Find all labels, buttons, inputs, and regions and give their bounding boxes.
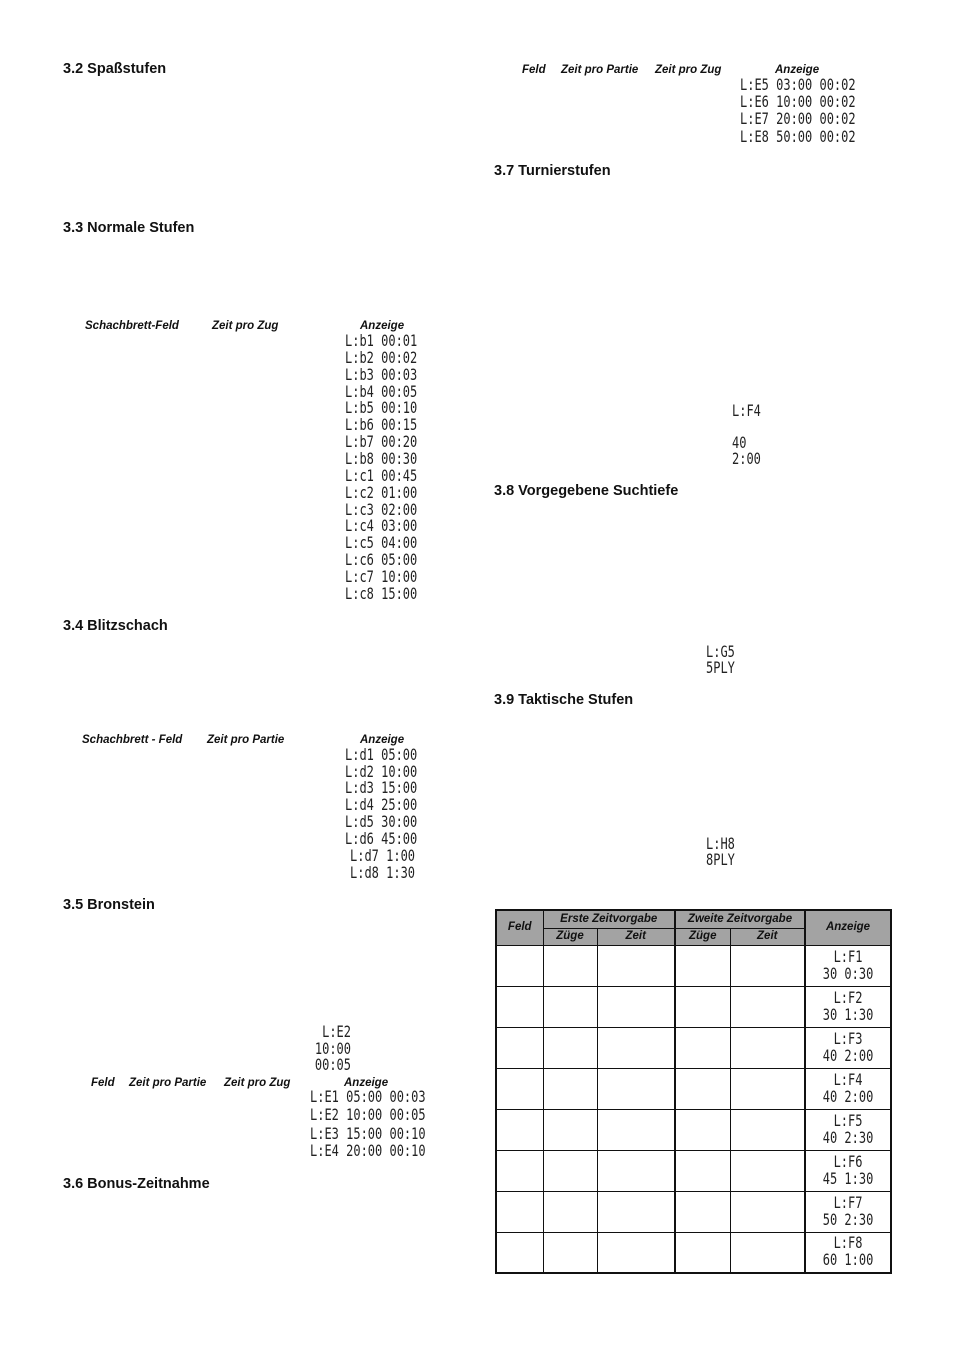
display-b1: L:b1 00:01 [345,331,418,351]
table-cell [496,1027,543,1068]
display-level: L:F5 [833,1111,863,1130]
table-cell [597,945,675,986]
table-cell [543,1068,597,1109]
table-header-zweite-zeitvorgabe: Zweite Zeitvorgabe [675,910,805,928]
col-header-zeit-pro-zug: Zeit pro Zug [224,1077,291,1089]
display-example-game-time: 10:00 [314,1039,351,1059]
display-c7: L:c7 10:00 [345,567,418,587]
display-c1: L:c1 00:45 [345,466,418,486]
table-cell [543,986,597,1027]
display-level: L:F7 [833,1193,863,1212]
heading-bronstein: 3.5 Bronstein [63,897,155,913]
heading-blitzschach: 3.4 Blitzschach [63,618,168,634]
display-d5: L:d5 30:00 [345,812,418,832]
tournament-levels-table [495,909,892,1274]
table-cell [543,1191,597,1232]
table-row [496,1191,891,1232]
table-cell [496,1232,543,1273]
display-example-time: 2:00 [732,449,761,469]
heading-vorgegebene-suchtiefe: 3.8 Vorgegebene Suchtiefe [494,483,679,499]
heading-turnierstufen: 3.7 Turnierstufen [494,163,611,179]
table-cell [730,1232,805,1273]
display-level: L:F1 [833,947,863,966]
display-c2: L:c2 01:00 [345,483,418,503]
table-cell [543,1027,597,1068]
table-row [496,1150,891,1191]
table-cell [597,1027,675,1068]
table-cell-anzeige [805,1191,891,1232]
table-row [496,1232,891,1273]
table-cell [597,1150,675,1191]
table-cell [496,1109,543,1150]
display-e2: L:E2 10:00 00:05 [310,1105,426,1125]
display-example-move-time: 00:05 [314,1055,351,1075]
table-cell [730,1068,805,1109]
table-header-erste-zeitvorgabe: Erste Zeitvorgabe [543,910,675,928]
display-c6: L:c6 05:00 [345,550,418,570]
display-b3: L:b3 00:03 [345,365,418,385]
table-header-feld: Feld [496,910,543,945]
display-moves-time: 50 2:30 [822,1210,874,1229]
display-e3: L:E3 15:00 00:10 [310,1124,426,1144]
table-cell-anzeige [805,986,891,1027]
display-e6: L:E6 10:00 00:02 [740,92,856,112]
table-cell [730,986,805,1027]
display-b8: L:b8 00:30 [345,449,418,469]
table-cell-anzeige [805,1027,891,1068]
col-header-feld: Feld [522,64,546,76]
col-header-zeit-pro-partie: Zeit pro Partie [129,1077,207,1089]
table-header-zuege-2: Züge [675,928,730,945]
table-cell [730,1027,805,1068]
display-c5: L:c5 04:00 [345,533,418,553]
display-d6: L:d6 45:00 [345,829,418,849]
display-b6: L:b6 00:15 [345,415,418,435]
table-cell [730,1109,805,1150]
table-header-anzeige: Anzeige [805,910,891,945]
col-header-schachbrett-feld: Schachbrett-Feld [85,320,179,332]
display-example-moves: 40 [732,433,747,453]
table-cell [675,1150,730,1191]
col-header-anzeige: Anzeige [360,320,405,332]
heading-normale-stufen: 3.3 Normale Stufen [63,220,195,236]
display-e8: L:E8 50:00 00:02 [740,127,856,147]
col-header-anzeige: Anzeige [360,734,405,746]
table-cell [496,945,543,986]
display-e7: L:E7 20:00 00:02 [740,109,856,129]
col-header-zeit-pro-zug: Zeit pro Zug [655,64,722,76]
table-row [496,1068,891,1109]
table-cell [597,1068,675,1109]
table-header-zeit-1: Zeit [597,928,675,945]
table-cell-anzeige [805,945,891,986]
table-row [496,986,891,1027]
table-cell [675,1068,730,1109]
display-c3: L:c3 02:00 [345,500,418,520]
display-level: L:F3 [833,1029,863,1048]
table-header-zuege-1: Züge [543,928,597,945]
display-example-level: L:F4 [732,401,761,421]
display-e1: L:E1 05:00 00:03 [310,1087,426,1107]
display-e4: L:E4 20:00 00:10 [310,1141,426,1161]
table-cell [543,1109,597,1150]
table-cell-anzeige [805,1150,891,1191]
heading-spassstufen: 3.2 Spaßstufen [63,61,167,77]
display-moves-time: 40 2:30 [822,1128,874,1147]
display-example-level: L:G5 [706,642,735,662]
table-cell-anzeige [805,1109,891,1150]
display-example-level: L:H8 [706,834,735,854]
table-cell [675,945,730,986]
display-b7: L:b7 00:20 [345,432,418,452]
table-row [496,1027,891,1068]
table-cell [675,986,730,1027]
display-b2: L:b2 00:02 [345,348,418,368]
display-level: L:F6 [833,1152,863,1171]
table-cell [675,1027,730,1068]
table-cell [675,1232,730,1273]
display-c8: L:c8 15:00 [345,584,418,604]
display-d7: L:d7 1:00 [350,846,416,866]
display-d1: L:d1 05:00 [345,745,418,765]
col-header-anzeige: Anzeige [775,64,820,76]
table-cell-anzeige [805,1068,891,1109]
display-d4: L:d4 25:00 [345,795,418,815]
col-header-zeit-pro-partie: Zeit pro Partie [207,734,285,746]
display-moves-time: 45 1:30 [822,1169,874,1188]
display-moves-time: 40 2:00 [822,1087,874,1106]
col-header-anzeige: Anzeige [344,1077,389,1089]
table-cell [496,1191,543,1232]
display-level: L:F2 [833,988,863,1007]
display-example-ply: 8PLY [706,850,735,870]
display-moves-time: 30 1:30 [822,1005,874,1024]
display-d8: L:d8 1:30 [350,863,416,883]
table-cell [597,986,675,1027]
display-e5: L:E5 03:00 00:02 [740,75,856,95]
display-c4: L:c4 03:00 [345,516,418,536]
display-b5: L:b5 00:10 [345,398,418,418]
display-example-ply: 5PLY [706,658,735,678]
display-b4: L:b4 00:05 [345,382,418,402]
col-header-zeit-pro-partie: Zeit pro Partie [561,64,639,76]
display-level: L:F8 [833,1234,863,1253]
table-cell [730,945,805,986]
table-cell [543,945,597,986]
table-cell-anzeige [805,1232,891,1273]
display-level: L:F4 [833,1070,863,1089]
table-cell [496,986,543,1027]
table-row [496,945,891,986]
display-d2: L:d2 10:00 [345,762,418,782]
display-moves-time: 30 0:30 [822,964,874,983]
heading-taktische-stufen: 3.9 Taktische Stufen [494,692,634,708]
table-cell [496,1150,543,1191]
table-cell [597,1232,675,1273]
table-cell [543,1232,597,1273]
heading-bonus-zeitnahme: 3.6 Bonus-Zeitnahme [63,1176,210,1192]
display-example-level: L:E2 [322,1022,351,1042]
col-header-schachbrett-feld: Schachbrett - Feld [82,734,183,746]
table-cell [675,1109,730,1150]
table-cell [597,1109,675,1150]
table-cell [675,1191,730,1232]
table-row [496,1109,891,1150]
table-cell [730,1150,805,1191]
table-cell [543,1150,597,1191]
table-cell [597,1191,675,1232]
display-moves-time: 40 2:00 [822,1046,874,1065]
table-cell [730,1191,805,1232]
table-header-zeit-2: Zeit [730,928,805,945]
table-cell [496,1068,543,1109]
col-header-zeit-pro-zug: Zeit pro Zug [212,320,279,332]
col-header-feld: Feld [91,1077,115,1089]
display-moves-time: 60 1:00 [822,1251,874,1270]
display-d3: L:d3 15:00 [345,778,418,798]
